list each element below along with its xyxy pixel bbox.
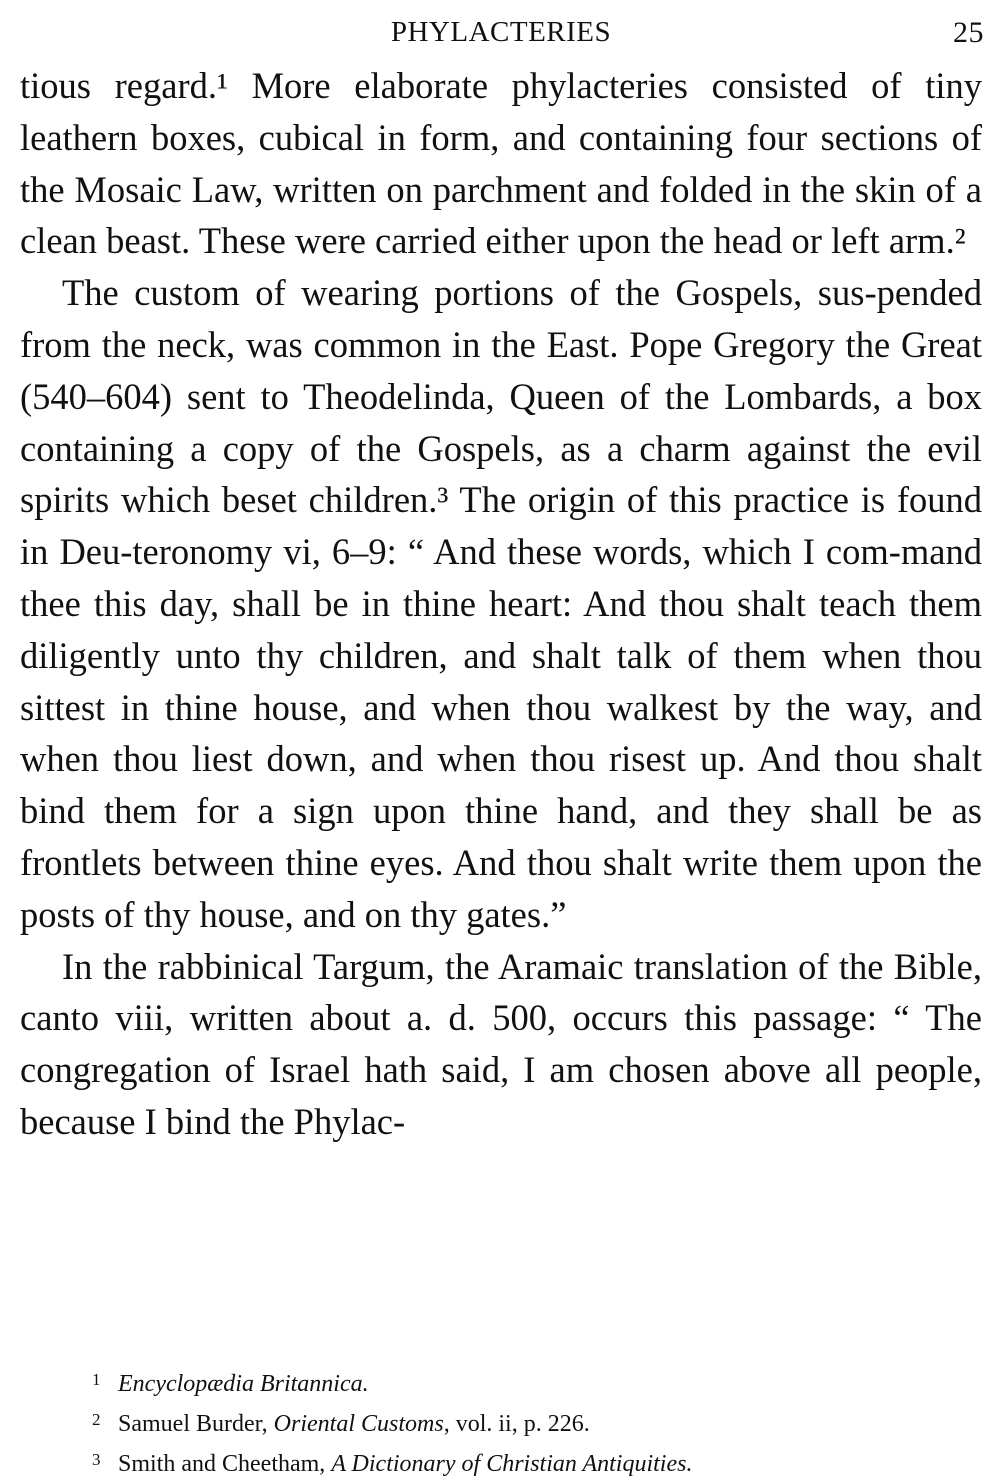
footnote-marker: 1 (92, 1370, 101, 1389)
page-number: 25 (953, 16, 984, 49)
footnote-3 (92, 1442, 692, 1482)
footnote-title: Oriental Customs (273, 1411, 444, 1437)
paragraph-1: tious regard.¹ More elaborate phylacteries consisted of tiny leathern boxes, cubical in form, and containing four sections of the Mosaic Law, written on parchment and folded in the skin of a clean beast. These were carried either upon the head or left arm.² (20, 65, 982, 262)
footnote-1 (92, 1362, 692, 1402)
footnote-marker: 2 (92, 1410, 101, 1429)
book-page (20, 14, 982, 1148)
footnote-author: Samuel Burder, (118, 1411, 274, 1437)
footnotes (92, 1362, 692, 1482)
footnote-author: Smith and Cheetham, (118, 1451, 332, 1477)
running-head (20, 14, 982, 54)
footnote-details: , vol. ii, p. 226. (443, 1411, 590, 1437)
paragraph-3: In the rabbinical Targum, the Aramaic translation of the Bible, canto viii, written about a. d. 500, occurs this passage: “ The congregation of Israel hath said, I am chosen above all people, because I bind the Phylac- (20, 945, 982, 1142)
footnote-title: A Dictionary of Christian Antiquities. (331, 1451, 693, 1477)
footnote-marker: 3 (92, 1450, 101, 1469)
footnote-2 (92, 1402, 692, 1442)
running-title: PHYLACTERIES (390, 16, 612, 48)
paragraph-2: The custom of wearing portions of the Gospels, sus-pended from the neck, was common in the East. Pope Gregory the Great (540–604) sent to Theodelinda, Queen of the Lombards, a box containing a copy of the Gospels, as a charm against the evil spirits which beset children.³ The origin of this practice is found in Deu-teronomy vi, 6–9: “ And these words, which I com-mand thee this day, shall be in thine heart: And thou shalt teach them diligently unto thy children, and shalt talk of them when thou sittest in thine house, and when thou walkest by the way, and when thou liest down, and when thou risest up. And thou shalt bind them for a sign upon thine hand, and they shall be as frontlets between thine eyes. And thou shalt write them upon the posts of thy house, and on thy gates.” (20, 272, 982, 935)
footnote-title: Encyclopædia Britannica. (118, 1371, 369, 1397)
body-text (20, 60, 982, 1148)
